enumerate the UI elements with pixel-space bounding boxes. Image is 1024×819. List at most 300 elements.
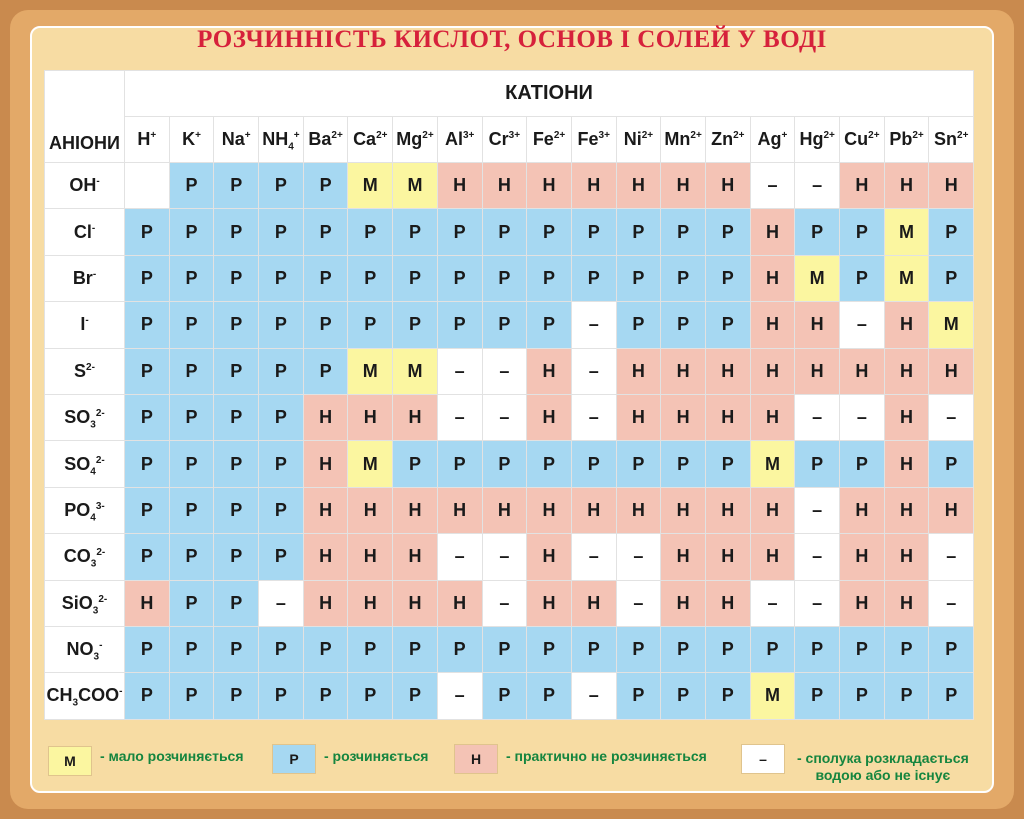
solubility-cell: [884, 580, 929, 626]
solubility-symbol: –: [856, 314, 867, 335]
solubility-symbol: Р: [274, 360, 287, 381]
solubility-symbol: Р: [140, 499, 153, 520]
anion-header: [45, 255, 125, 301]
solubility-cell: [616, 580, 661, 626]
ion-charge: 2+: [912, 130, 924, 141]
solubility-symbol: М: [362, 360, 378, 381]
solubility-symbol: Р: [185, 546, 198, 567]
solubility-cell: [616, 255, 661, 301]
solubility-symbol: Н: [319, 499, 333, 520]
legend-label: [506, 748, 707, 765]
solubility-cell: [259, 534, 304, 580]
solubility-cell: [929, 580, 974, 626]
ion-base: I: [80, 314, 86, 335]
solubility-cell: [348, 441, 393, 487]
solubility-cell: [259, 394, 304, 440]
solubility-symbol: Р: [274, 407, 287, 428]
solubility-cell: [750, 534, 795, 580]
solubility-cell: [348, 580, 393, 626]
solubility-cell: [482, 487, 527, 533]
solubility-cell: [750, 487, 795, 533]
solubility-symbol: Н: [765, 221, 779, 242]
table-row: [45, 673, 974, 719]
solubility-cell: [303, 626, 348, 672]
solubility-cell: [348, 394, 393, 440]
anion-header: [45, 487, 125, 533]
solubility-cell: [705, 394, 750, 440]
solubility-cell: [169, 255, 214, 301]
solubility-symbol: –: [454, 360, 465, 381]
solubility-symbol: –: [812, 499, 823, 520]
ion-subscript: 4: [288, 141, 294, 153]
solubility-cell: [527, 302, 572, 348]
solubility-cell: [482, 394, 527, 440]
solubility-cell: [840, 626, 885, 672]
solubility-cell: [840, 441, 885, 487]
solubility-symbol: –: [812, 546, 823, 567]
ion-charge: 3+: [508, 130, 521, 141]
solubility-symbol: Р: [408, 314, 421, 335]
solubility-symbol: М: [407, 360, 423, 381]
solubility-cell: [393, 302, 438, 348]
solubility-symbol: Р: [677, 267, 690, 288]
solubility-cell: [929, 487, 974, 533]
solubility-symbol: Н: [900, 360, 914, 381]
solubility-symbol: Р: [543, 685, 556, 706]
solubility-cell: [884, 534, 929, 580]
solubility-cell: [169, 209, 214, 255]
ion-subscript: 3: [72, 698, 79, 710]
solubility-symbol: Р: [230, 685, 243, 706]
solubility-symbol: Н: [944, 360, 958, 381]
solubility-symbol: Н: [765, 360, 779, 381]
solubility-cell: [125, 441, 170, 487]
solubility-symbol: –: [633, 546, 644, 567]
solubility-symbol: Н: [587, 592, 601, 613]
ion-charge: 2-: [86, 361, 95, 373]
legend-label-line-2: водою або не існує: [815, 767, 951, 783]
ion-subscript: 3: [92, 605, 99, 617]
ion-base: S: [74, 360, 87, 381]
solubility-symbol: Н: [900, 499, 914, 520]
solubility-symbol: Р: [677, 685, 690, 706]
ion-charge: -: [119, 686, 123, 698]
solubility-symbol: Н: [408, 546, 422, 567]
solubility-cell: [125, 394, 170, 440]
solubility-cell: [795, 441, 840, 487]
solubility-cell: [750, 580, 795, 626]
solubility-symbol: Р: [185, 685, 198, 706]
solubility-cell: [214, 441, 259, 487]
solubility-cell: [840, 209, 885, 255]
solubility-cell: [840, 673, 885, 719]
solubility-symbol: –: [499, 360, 510, 381]
solubility-symbol: Р: [185, 314, 198, 335]
solubility-symbol: Р: [230, 267, 243, 288]
solubility-symbol: Р: [587, 639, 600, 660]
cations-header-cell: [125, 71, 974, 117]
legend-label-line: - сполука розкладається: [797, 750, 969, 766]
solubility-cell: [750, 673, 795, 719]
solubility-cell: [616, 673, 661, 719]
solubility-cell: [571, 580, 616, 626]
solubility-symbol: Р: [185, 175, 198, 196]
ion-charge: +: [195, 130, 201, 141]
ion-subscript: 4: [90, 466, 96, 478]
solubility-cell: [348, 673, 393, 719]
table-row: [45, 302, 974, 348]
solubility-cell: [571, 209, 616, 255]
solubility-cell: [259, 487, 304, 533]
solubility-cell: [750, 163, 795, 209]
solubility-cell: [527, 441, 572, 487]
solubility-symbol: Н: [765, 267, 779, 288]
solubility-symbol: Н: [408, 499, 422, 520]
solubility-symbol: Р: [319, 360, 332, 381]
cation-header: [303, 117, 348, 163]
ion-charge: 2+: [733, 130, 745, 141]
solubility-symbol: Р: [855, 639, 868, 660]
solubility-symbol: Н: [676, 546, 690, 567]
solubility-cell: [393, 255, 438, 301]
solubility-cell: [259, 580, 304, 626]
solubility-symbol: Н: [363, 592, 377, 613]
ion-charge: 2-: [95, 408, 105, 420]
solubility-symbol: Р: [855, 685, 868, 706]
solubility-cell: [303, 394, 348, 440]
solubility-cell: [616, 163, 661, 209]
cation-header: [214, 117, 259, 163]
solubility-table-wrap: [44, 70, 974, 720]
solubility-symbol: Н: [765, 499, 779, 520]
solubility-cell: [884, 673, 929, 719]
ion-base: Pb: [889, 129, 913, 149]
solubility-symbol: М: [809, 267, 825, 288]
solubility-symbol: Н: [587, 499, 601, 520]
solubility-symbol: Р: [185, 407, 198, 428]
solubility-symbol: Р: [230, 360, 243, 381]
solubility-symbol: Н: [542, 360, 556, 381]
solubility-cell: [929, 209, 974, 255]
solubility-cell: [214, 534, 259, 580]
solubility-cell: [750, 348, 795, 394]
anion-header: [45, 673, 125, 719]
solubility-symbol: Н: [587, 175, 601, 196]
solubility-cell: [571, 441, 616, 487]
solubility-cell: [259, 626, 304, 672]
solubility-cell: [437, 487, 482, 533]
solubility-cell: [884, 487, 929, 533]
ion-charge: 2+: [553, 130, 566, 141]
solubility-symbol: Н: [900, 314, 914, 335]
solubility-cell: [214, 394, 259, 440]
solubility-cell: [437, 673, 482, 719]
solubility-symbol: Н: [497, 175, 511, 196]
ion-charge: +: [150, 130, 157, 141]
solubility-cell: [393, 441, 438, 487]
solubility-symbol: Н: [676, 592, 690, 613]
solubility-cell: [795, 163, 840, 209]
solubility-cell: [393, 580, 438, 626]
solubility-cell: [482, 673, 527, 719]
solubility-cell: [125, 626, 170, 672]
solubility-cell: [705, 673, 750, 719]
solubility-symbol: Н: [855, 499, 869, 520]
solubility-cell: [795, 534, 840, 580]
ion-charge: -: [92, 268, 97, 280]
legend-swatch: –: [741, 744, 785, 774]
solubility-symbol: Р: [900, 639, 913, 660]
solubility-symbol: Р: [140, 314, 153, 335]
cation-header: [795, 117, 840, 163]
ion-charge: 3-: [95, 500, 105, 512]
solubility-cell: [125, 348, 170, 394]
solubility-symbol: Р: [319, 267, 332, 288]
ion-subscript: 3: [93, 651, 100, 663]
solubility-symbol: Р: [230, 175, 243, 196]
solubility-symbol: Р: [677, 453, 690, 474]
solubility-cell: [750, 209, 795, 255]
solubility-symbol: Н: [721, 592, 735, 613]
solubility-cell: [616, 209, 661, 255]
solubility-cell: [661, 580, 706, 626]
solubility-cell: [884, 394, 929, 440]
ion-charge: 3+: [462, 130, 475, 141]
solubility-symbol: Н: [631, 499, 645, 520]
solubility-symbol: Н: [408, 407, 422, 428]
solubility-cell: [393, 626, 438, 672]
solubility-symbol: Р: [274, 267, 287, 288]
solubility-cell: [527, 534, 572, 580]
solubility-symbol: М: [764, 453, 780, 474]
anion-header: [45, 534, 125, 580]
solubility-cell: [705, 487, 750, 533]
solubility-symbol: М: [899, 221, 915, 242]
solubility-symbol: Р: [811, 639, 824, 660]
cation-header: [571, 117, 616, 163]
solubility-cell: [661, 673, 706, 719]
ion-charge: 2-: [95, 454, 105, 466]
solubility-symbol: М: [362, 453, 378, 474]
solubility-cell: [929, 394, 974, 440]
solubility-symbol: Р: [140, 407, 153, 428]
solubility-table-body: [45, 163, 974, 720]
ion-base: Zn: [711, 129, 734, 149]
solubility-symbol: Н: [721, 175, 735, 196]
solubility-symbol: Н: [900, 546, 914, 567]
solubility-symbol: Р: [274, 221, 287, 242]
ion-base: Ba: [308, 129, 332, 149]
solubility-cell: [571, 163, 616, 209]
solubility-symbol: М: [943, 314, 959, 335]
anion-header: [45, 302, 125, 348]
solubility-symbol: Н: [319, 407, 333, 428]
solubility-cell: [840, 534, 885, 580]
solubility-symbol: Н: [363, 499, 377, 520]
solubility-symbol: –: [812, 407, 823, 428]
solubility-symbol: Р: [274, 546, 287, 567]
solubility-symbol: Р: [543, 453, 556, 474]
ion-base: Hg: [799, 129, 824, 149]
solubility-cell: [393, 673, 438, 719]
solubility-symbol: Р: [721, 314, 734, 335]
solubility-symbol: Р: [274, 499, 287, 520]
solubility-cell: [929, 348, 974, 394]
solubility-symbol: Р: [319, 639, 332, 660]
solubility-cell: [616, 441, 661, 487]
solubility-symbol: Р: [632, 314, 645, 335]
solubility-symbol: Н: [542, 407, 556, 428]
solubility-symbol: Р: [230, 639, 243, 660]
ion-base: Br: [72, 267, 93, 288]
solubility-cell: [169, 348, 214, 394]
cation-header: [661, 117, 706, 163]
solubility-symbol: Р: [140, 639, 153, 660]
solubility-symbol: Н: [319, 546, 333, 567]
solubility-symbol: –: [454, 685, 465, 706]
solubility-symbol: Р: [945, 453, 958, 474]
solubility-symbol: –: [588, 685, 599, 706]
solubility-symbol: –: [499, 592, 510, 613]
solubility-cell: [169, 534, 214, 580]
ion-base: SO: [64, 407, 91, 428]
solubility-cell: [884, 163, 929, 209]
table-row: [45, 394, 974, 440]
solubility-symbol: –: [633, 592, 644, 613]
solubility-cell: [214, 580, 259, 626]
solubility-symbol: Н: [765, 407, 779, 428]
legend-swatch: Н: [454, 744, 498, 774]
solubility-symbol: Н: [363, 546, 377, 567]
solubility-symbol: М: [362, 175, 378, 196]
solubility-cell: [393, 487, 438, 533]
solubility-symbol: –: [767, 592, 778, 613]
solubility-cell: [348, 534, 393, 580]
solubility-symbol: Н: [631, 360, 645, 381]
solubility-symbol: –: [588, 314, 599, 335]
solubility-cell: [661, 209, 706, 255]
solubility-symbol: Р: [230, 499, 243, 520]
solubility-cell: [571, 255, 616, 301]
legend-label: [324, 748, 428, 765]
ion-base: Ag: [757, 129, 782, 149]
solubility-symbol: Р: [408, 685, 421, 706]
solubility-symbol: Р: [140, 453, 153, 474]
solubility-symbol: Р: [408, 267, 421, 288]
solubility-symbol: Р: [766, 639, 779, 660]
solubility-cell: [795, 255, 840, 301]
solubility-cell: [348, 348, 393, 394]
solubility-cell: [840, 255, 885, 301]
ion-base: OH: [69, 175, 97, 196]
solubility-symbol: Р: [945, 685, 958, 706]
solubility-cell: [303, 534, 348, 580]
solubility-cell: [482, 534, 527, 580]
solubility-cell: [482, 163, 527, 209]
solubility-symbol: Р: [274, 639, 287, 660]
cation-header: [348, 117, 393, 163]
solubility-symbol: Р: [364, 685, 377, 706]
solubility-cell: [795, 394, 840, 440]
table-row: [45, 534, 974, 580]
solubility-symbol: М: [899, 267, 915, 288]
solubility-symbol: Н: [676, 360, 690, 381]
solubility-symbol: Р: [364, 314, 377, 335]
solubility-cell: [571, 673, 616, 719]
solubility-symbol: Р: [677, 314, 690, 335]
solubility-symbol: –: [588, 546, 599, 567]
solubility-cell: [527, 626, 572, 672]
solubility-cell: [169, 580, 214, 626]
solubility-cell: [125, 163, 170, 209]
solubility-symbol: Н: [944, 499, 958, 520]
solubility-symbol: –: [767, 175, 778, 196]
solubility-cell: [393, 394, 438, 440]
solubility-cell: [616, 394, 661, 440]
solubility-cell: [393, 348, 438, 394]
solubility-symbol: Р: [453, 639, 466, 660]
solubility-symbol: Р: [140, 360, 153, 381]
ion-base-2: COO: [78, 685, 120, 706]
solubility-cell: [705, 302, 750, 348]
solubility-cell: [661, 302, 706, 348]
solubility-cell: [616, 487, 661, 533]
anion-header: [45, 348, 125, 394]
solubility-cell: [482, 348, 527, 394]
poster-title: РОЗЧИННІСТЬ КИСЛОТ, ОСНОВ І СОЛЕЙ У ВОДІ: [197, 26, 827, 53]
ion-base: Na: [221, 129, 245, 149]
ion-base: Mg: [396, 129, 423, 149]
legend-swatch: М: [48, 746, 92, 776]
solubility-symbol: Р: [543, 639, 556, 660]
solubility-cell: [795, 302, 840, 348]
solubility-symbol: Р: [498, 314, 511, 335]
solubility-cell: [705, 626, 750, 672]
table-row: [45, 163, 974, 209]
solubility-cell: [303, 580, 348, 626]
solubility-cell: [795, 209, 840, 255]
solubility-symbol: Р: [453, 453, 466, 474]
anion-header: [45, 626, 125, 672]
solubility-cell: [303, 348, 348, 394]
solubility-cell: [169, 673, 214, 719]
solubility-symbol: Р: [632, 267, 645, 288]
solubility-cell: [303, 487, 348, 533]
solubility-symbol: Н: [676, 175, 690, 196]
solubility-symbol: Н: [676, 407, 690, 428]
solubility-symbol: –: [588, 360, 599, 381]
ion-base: SiO: [61, 592, 93, 613]
anion-header: [45, 209, 125, 255]
anion-header: [45, 441, 125, 487]
solubility-symbol: Р: [498, 453, 511, 474]
solubility-symbol: Н: [810, 360, 824, 381]
solubility-cell: [393, 163, 438, 209]
solubility-symbol: Н: [453, 592, 467, 613]
ion-base: SO: [64, 453, 91, 474]
solubility-cell: [214, 255, 259, 301]
solubility-symbol: Н: [453, 499, 467, 520]
solubility-symbol: Р: [274, 453, 287, 474]
legend-label: [797, 750, 969, 784]
solubility-symbol: Р: [632, 639, 645, 660]
solubility-symbol: Н: [721, 407, 735, 428]
solubility-symbol: Н: [900, 453, 914, 474]
solubility-symbol: Р: [230, 221, 243, 242]
solubility-symbol: Р: [811, 453, 824, 474]
solubility-cell: [527, 163, 572, 209]
solubility-symbol: Н: [721, 499, 735, 520]
